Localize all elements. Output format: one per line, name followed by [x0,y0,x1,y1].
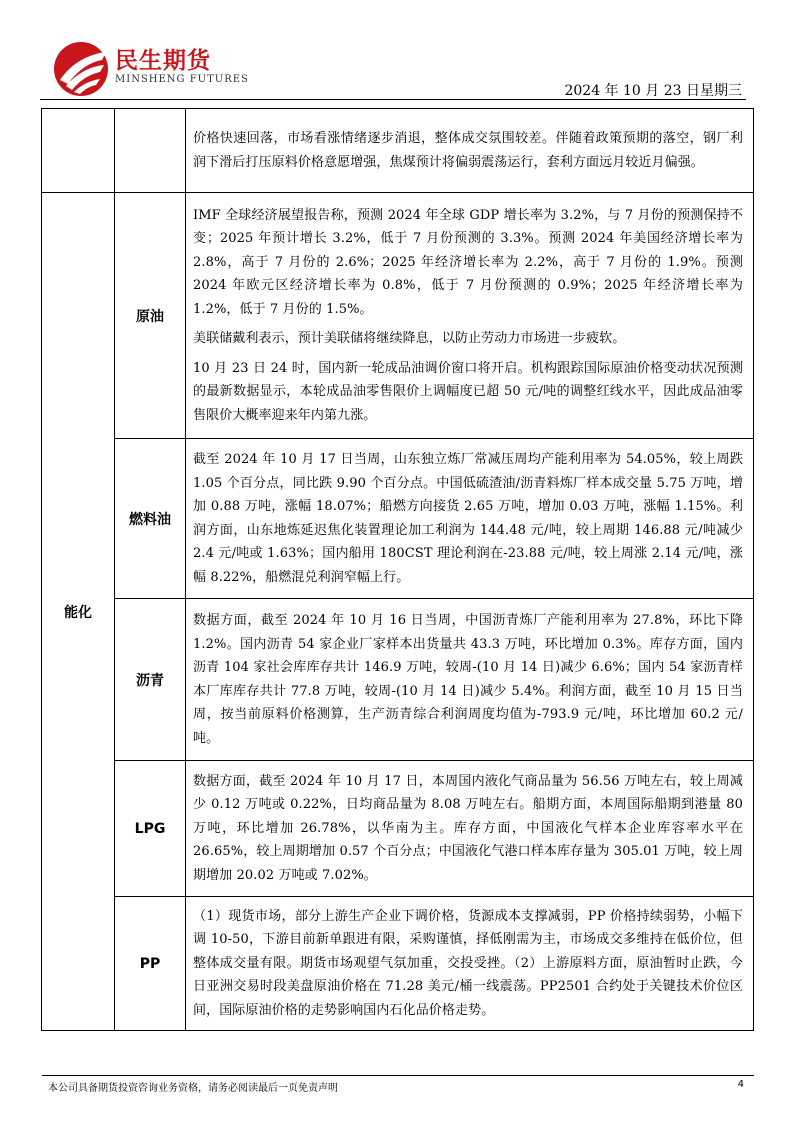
item-label-pp: PP [115,897,186,1031]
company-name-en: MINSHENG FUTURES [115,74,249,85]
commentary-cell [186,599,754,761]
footer-disclaimer: 本公司具备期货投资咨询业务资格，请务必阅读最后一页免责声明 [48,1083,338,1094]
commentary-paragraph: 10 月 23 日 24 时，国内新一轮成品油调价窗口将开启。机构跟踪国际原油价格变动状况预测的最新数据显示，本轮成品油零售限价上调幅度已超 50 元/吨的调整红线水平，因此成品油零售限价大概率迎来年内第九涨。 [193,360,743,423]
commentary-cell [186,193,754,439]
commentary-paragraph: 价格快速回落，市场看涨情绪逐步消退，整体成交氛围较差。伴随着政策预期的落空，钢厂利润下滑后打压原料价格意愿增强，焦煤预计将偏弱震荡运行，套利方面远月较近月偏强。 [193,131,743,170]
header-divider [40,99,746,100]
page-number: 4 [737,1079,744,1090]
section-label: 能化 [42,193,115,1031]
item-label-asphalt: 沥青 [115,599,186,761]
commentary-paragraph: IMF 全球经济展望报告称，预测 2024 年全球 GDP 增长率为 3.2%，与 7 月份的预测保持不变；2025 年预计增长 3.2%，低于 7 月份预测的 3.3%。预测 2024 年美国经济增长率为 2.8%，高于 7 月份的 2.6%；2025 年经济增长率为 2.2%，高于 7 月份的 1.9%。预测 2024 年欧元区经济增长率为 0.8%，低于 7 月份预测的 0.9%；2025 年经济增长率为 1.2%，低于 7 月份的 1.5%。 [193,207,743,317]
commentary-cell [186,761,754,897]
table-row [42,109,754,193]
commentary-paragraph: （1）现货市场，部分上游生产企业下调价格，货源成本支撑减弱，PP 价格持续弱势，小幅下调 10-50，下游目前新单跟进有限，采购谨慎，择低刚需为主，市场成交多维持在低价位，但整体成交量有限。期货市场观望气氛加重，交投受挫。（2）上游原料方面，原油暂时止跌，今日亚洲交易时段美盘原油价格在 71.28 美元/桶一线震荡。PP2501 合约处于关键技术价位区间，国际原油价格的走势影响国内石化品价格走势。 [193,908,743,1018]
page-header [40,36,746,102]
commentary-paragraph: 美联储戴利表示，预计美联储将继续降息，以防止劳动力市场进一步疲软。 [193,331,626,347]
table-row-asphalt [42,599,754,761]
table-row-lpg [42,761,754,897]
item-label-crude-oil: 原油 [115,193,186,439]
item-cell-empty [115,109,186,193]
table-row-fuel-oil [42,439,754,599]
commodity-table [41,108,754,1031]
table-row-pp [42,897,754,1031]
commentary-cell [186,897,754,1031]
commentary-cell [186,439,754,599]
item-label-lpg: LPG [115,761,186,897]
company-name-cn: 民生期货 [115,48,211,74]
report-date: 2024 年 10 月 23 日星期三 [564,83,742,99]
commentary-paragraph: 数据方面，截至 2024 年 10 月 17 日，本周国内液化气商品量为 56.56 万吨左右，较上周减少 0.12 万吨或 0.22%，日均商品量为 8.08 万吨左右。船期方面，本周国际船期到港量 80 万吨，环比增加 26.78%，以华南为主。库存方面，中国液化气样本企业库容率水平在 26.65%，较上周期增加 0.57 个百分点；中国液化气港口样本库存量为 305.01 万吨，较上周期增加 20.02 万吨或 7.02%。 [193,773,743,883]
commentary-cell [186,109,754,193]
commentary-paragraph: 数据方面，截至 2024 年 10 月 16 日当周，中国沥青炼厂产能利用率为 27.8%，环比下降 1.2%。国内沥青 54 家企业厂家样本出货量共 43.3 万吨，环比增加 0.3%。库存方面，国内沥青 104 家社会库库存共计 146.9 万吨，较周-(10 月 14 日)减少 6.6%；国内 54 家沥青样本厂库库存共计 77.8 万吨，较周-(10 月 14 日)减少 5.4%。利润方面，截至 10 月 15 日当周，按当前原料价格测算，生产沥青综合利润周度均值为-793.9 元/吨，环比增加 60.2 元/吨。 [193,613,743,746]
commentary-paragraph: 截至 2024 年 10 月 17 日当周，山东独立炼厂常减压周均产能利用率为 54.05%，较上周跌 1.05 个百分点，同比跌 9.90 个百分点。中国低硫渣油/沥青料炼厂样本成交量 5.75 万吨，增加 0.88 万吨，涨幅 18.07%；船燃方向接货 2.65 万吨，增加 0.03 万吨，涨幅 1.15%。利润方面，山东地炼延迟焦化装置理论加工利润为 144.48 元/吨，较上周期 146.88 元/吨减少 2.4 元/吨或 1.63%；国内船用 180CST 理论利润在-23.88 元/吨，较上周涨 2.14 元/吨，涨幅 8.22%，船燃混兑利润窄幅上行。 [193,452,743,585]
item-label-fuel-oil: 燃料油 [115,439,186,599]
footer-divider [42,1075,754,1076]
table-row-crude-oil [42,193,754,439]
section-cell-empty [42,109,115,193]
minsheng-logo-icon [50,40,112,98]
